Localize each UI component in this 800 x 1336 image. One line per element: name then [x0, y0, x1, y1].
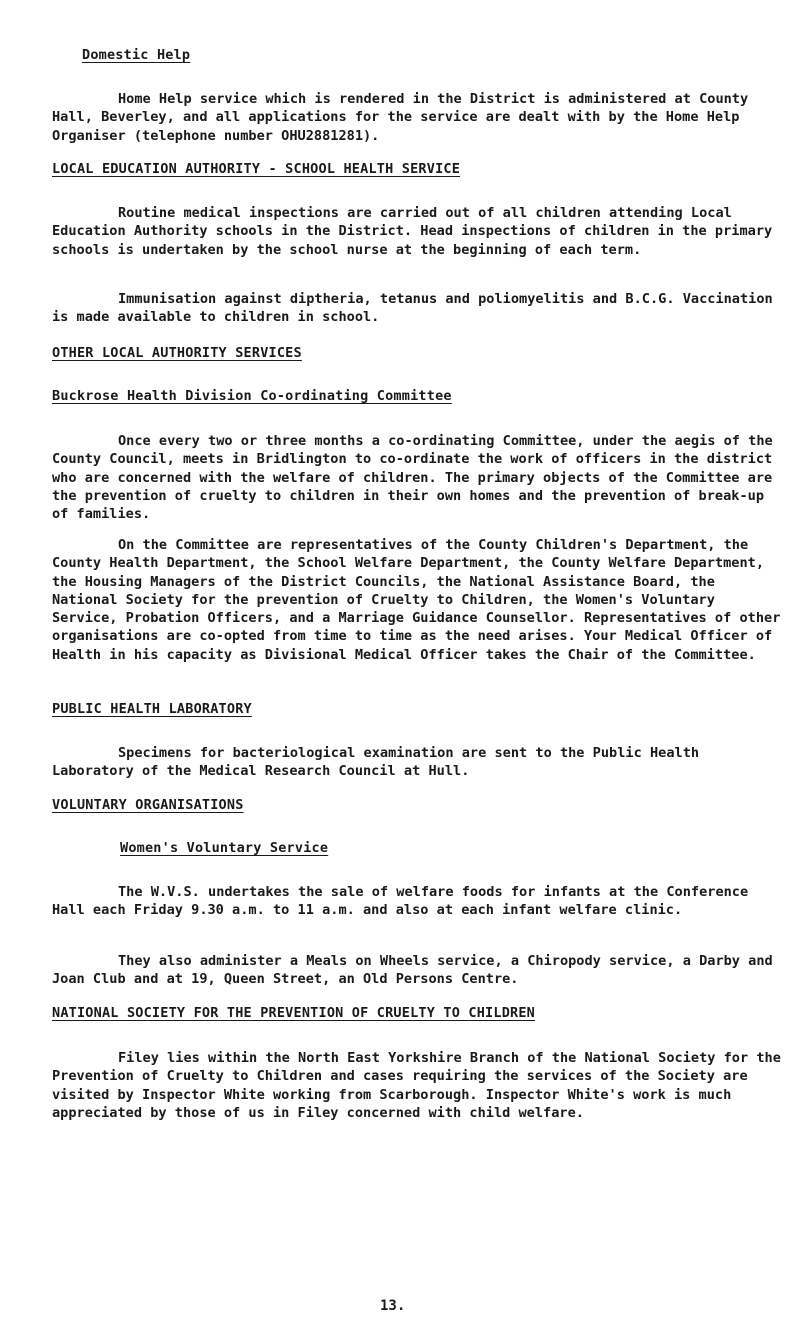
- paragraph-specimens: Specimens for bacteriological examination are sent to the Public Health Laboratory of the Medical Research Council at Hull.: [52, 745, 700, 780]
- section-heading-public-health-lab: PUBLIC HEALTH LABORATORY: [52, 701, 252, 717]
- section-heading-wvs: Women's Voluntary Service: [120, 840, 329, 856]
- paragraph-home-help: Home Help service which is rendered in the District is administered at County Hall, Beverley, and all applications for the service are dealt with by the Home Help Organiser (telephone number OHU2881281).: [52, 91, 749, 144]
- paragraph-wvs-welfare-foods: The W.V.S. undertakes the sale of welfare foods for infants at the Conference Hall each Friday 9.30 a.m. to 11 a.m. and also at each infant welfare clinic.: [52, 884, 749, 919]
- section-heading-buckrose-committee: Buckrose Health Division Co-ordinating Committee: [52, 388, 452, 404]
- section-heading-nspcc: NATIONAL SOCIETY FOR THE PREVENTION OF CRUELTY TO CHILDREN: [52, 1005, 536, 1021]
- paragraph-committee-members: On the Committee are representatives of the County Children's Department, the County Health Department, the School Welfare Department, the County Welfare Department, the Housing Managers of the District Councils, the National Assistance Board, the National Society for the prevention of Cruelty to Children, the Women's Voluntary Service, Probation Officers, and a Marriage Guidance Counsellor. Representatives of other organisations are co-opted from time to time as the need arises. Your Medical Officer of Health in his capacity as Divisional Medical Officer takes the Chair of the Committee.: [52, 537, 781, 663]
- paragraph-committee-meetings: Once every two or three months a co-ordinating Committee, under the aegis of the County Council, meets in Bridlington to co-ordinate the work of officers in the district who are concerned with the welfare of children. The primary objects of the Committee are the prevention of cruelty to children in their own homes and the prevention of break-up of families.: [52, 433, 773, 523]
- paragraph-wvs-services: They also administer a Meals on Wheels service, a Chiropody service, a Darby and Joan Club and at 19, Queen Street, an Old Persons Centre.: [52, 953, 773, 988]
- paragraph-routine-inspections: Routine medical inspections are carried out of all children attending Local Education Authority schools in the District. Head inspections of children in the primary schools is undertaken by the school nurse at the beginning of each term.: [52, 205, 773, 258]
- page-number: 13.: [380, 1298, 406, 1314]
- section-heading-other-services: OTHER LOCAL AUTHORITY SERVICES: [52, 345, 302, 361]
- section-heading-school-health: LOCAL EDUCATION AUTHORITY - SCHOOL HEALTH SERVICE: [52, 161, 461, 177]
- paragraph-immunisation: Immunisation against diptheria, tetanus and poliomyelitis and B.C.G. Vaccination is made available to children in school.: [52, 291, 773, 326]
- section-heading-voluntary-organisations: VOLUNTARY ORGANISATIONS: [52, 797, 244, 813]
- section-heading-domestic-help: Domestic Help: [82, 47, 191, 63]
- paragraph-nspcc-filey: Filey lies within the North East Yorkshire Branch of the National Society for the Prevention of Cruelty to Children and cases requiring the services of the Society are visited by Inspector White working from Scarborough. Inspector White's work is much appreciated by those of us in Filey concerned with child welfare.: [52, 1050, 781, 1121]
